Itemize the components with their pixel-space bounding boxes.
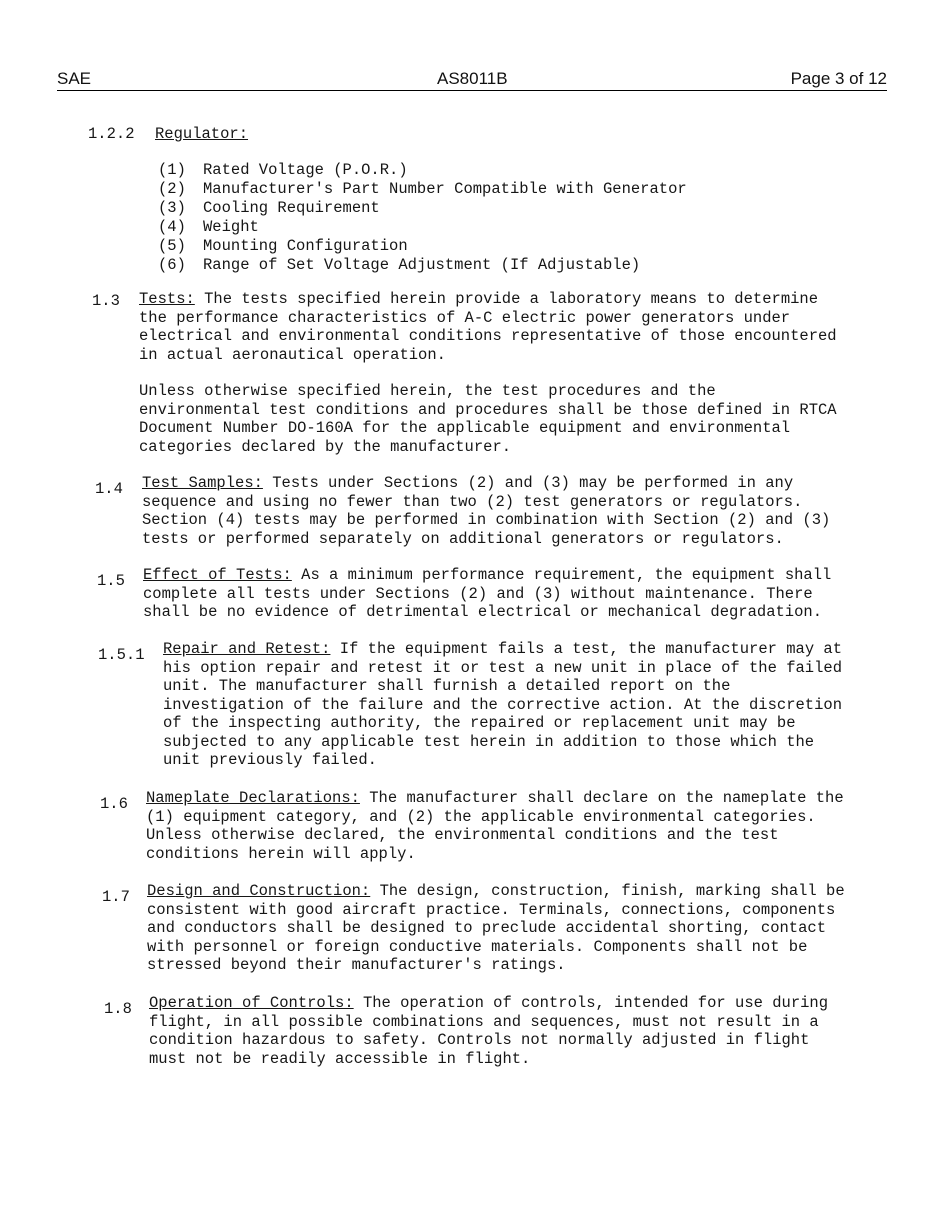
section-number: 1.4 — [95, 480, 123, 498]
section-title: Regulator: — [155, 125, 249, 143]
page-header — [57, 68, 887, 91]
section-number: 1.5.1 — [98, 646, 145, 664]
regulator-items — [158, 161, 778, 275]
section-number: 1.8 — [104, 1000, 132, 1018]
section-text-2: Unless otherwise specified herein, the test procedures and the environmental test conditions and procedures shall be those defined in RTCA Document Number DO-160A for the applicable equipment and environmental categories declared by the manufacturer. — [139, 382, 837, 456]
section-text: If the equipment fails a test, the manufacturer may at his option repair and retest it or test a new unit in place of the failed unit. The manufacturer shall furnish a detailed report on the investigation of the failure and the corrective action. At the discretion of the inspecting authority, the repaired or replacement unit may be subjected to any applicable test herein in addition to those which the unit previously failed. — [163, 640, 843, 769]
section-nameplate-declarations — [100, 789, 860, 871]
section-repair-and-retest — [98, 640, 858, 780]
header-org: SAE — [57, 69, 92, 88]
section-text: The tests specified herein provide a laboratory means to determine the performance characteristics of A-C electric power generators under electrical and environmental conditions representative of those encountered in actual aeronautical operation. — [139, 290, 837, 364]
section-effect-of-tests — [97, 566, 857, 628]
section-text: The design, construction, finish, marking shall be consistent with good aircraft practice. Terminals, connections, components and conductors shall be designed to preclude accidental shorting, contact with personnel or foreign conductive materials. Components shall not be stressed beyond their manufacturer's ratings. — [147, 882, 845, 974]
list-item: (3) Cooling Requirement — [158, 199, 380, 217]
section-text: Tests under Sections (2) and (3) may be performed in any sequence and using no fewer than two (2) test generators or regulators. Section (4) tests may be performed in combination with Section (2) and (3) tests or performed separately on additional generators or regulators. — [142, 474, 831, 548]
section-number: 1.7 — [102, 888, 130, 906]
section-number: 1.2.2 — [88, 125, 135, 143]
section-number: 1.3 — [92, 292, 120, 310]
section-number: 1.5 — [97, 572, 125, 590]
section-title: Tests: — [139, 290, 195, 308]
section-title: Operation of Controls: — [149, 994, 354, 1012]
list-item: (2) Manufacturer's Part Number Compatible with Generator — [158, 180, 687, 198]
section-title: Effect of Tests: — [143, 566, 292, 584]
list-item: (4) Weight — [158, 218, 259, 236]
section-title: Repair and Retest: — [163, 640, 331, 658]
list-item: (6) Range of Set Voltage Adjustment (If Adjustable) — [158, 256, 641, 274]
section-operation-of-controls — [104, 994, 864, 1076]
section-design-and-construction — [102, 882, 862, 982]
section-text: The operation of controls, intended for use during flight, in all possible combinations and sequences, must not result in a condition hazardous to safety. Controls not normally adjusted in flight must not be readily accessible in flight. — [149, 994, 829, 1068]
header-doc-number: AS8011B — [437, 69, 508, 88]
list-item: (1) Rated Voltage (P.O.R.) — [158, 161, 408, 179]
section-text: The manufacturer shall declare on the nameplate the (1) equipment category, and (2) the applicable environmental categories. Unless otherwise declared, the environmental conditions and the test conditions herein will apply. — [146, 789, 844, 863]
header-page-number: Page 3 of 12 — [790, 69, 887, 88]
section-title: Nameplate Declarations: — [146, 789, 360, 807]
section-title: Design and Construction: — [147, 882, 371, 900]
section-tests — [92, 290, 852, 460]
section-regulator — [88, 125, 848, 275]
list-item: (5) Mounting Configuration — [158, 237, 408, 255]
section-test-samples — [95, 474, 855, 554]
section-text: As a minimum performance requirement, the equipment shall complete all tests under Sections (2) and (3) without maintenance. There shall be no evidence of detrimental electrical or mechanical degradation. — [143, 566, 832, 621]
section-title: Test Samples: — [142, 474, 263, 492]
section-number: 1.6 — [100, 795, 128, 813]
